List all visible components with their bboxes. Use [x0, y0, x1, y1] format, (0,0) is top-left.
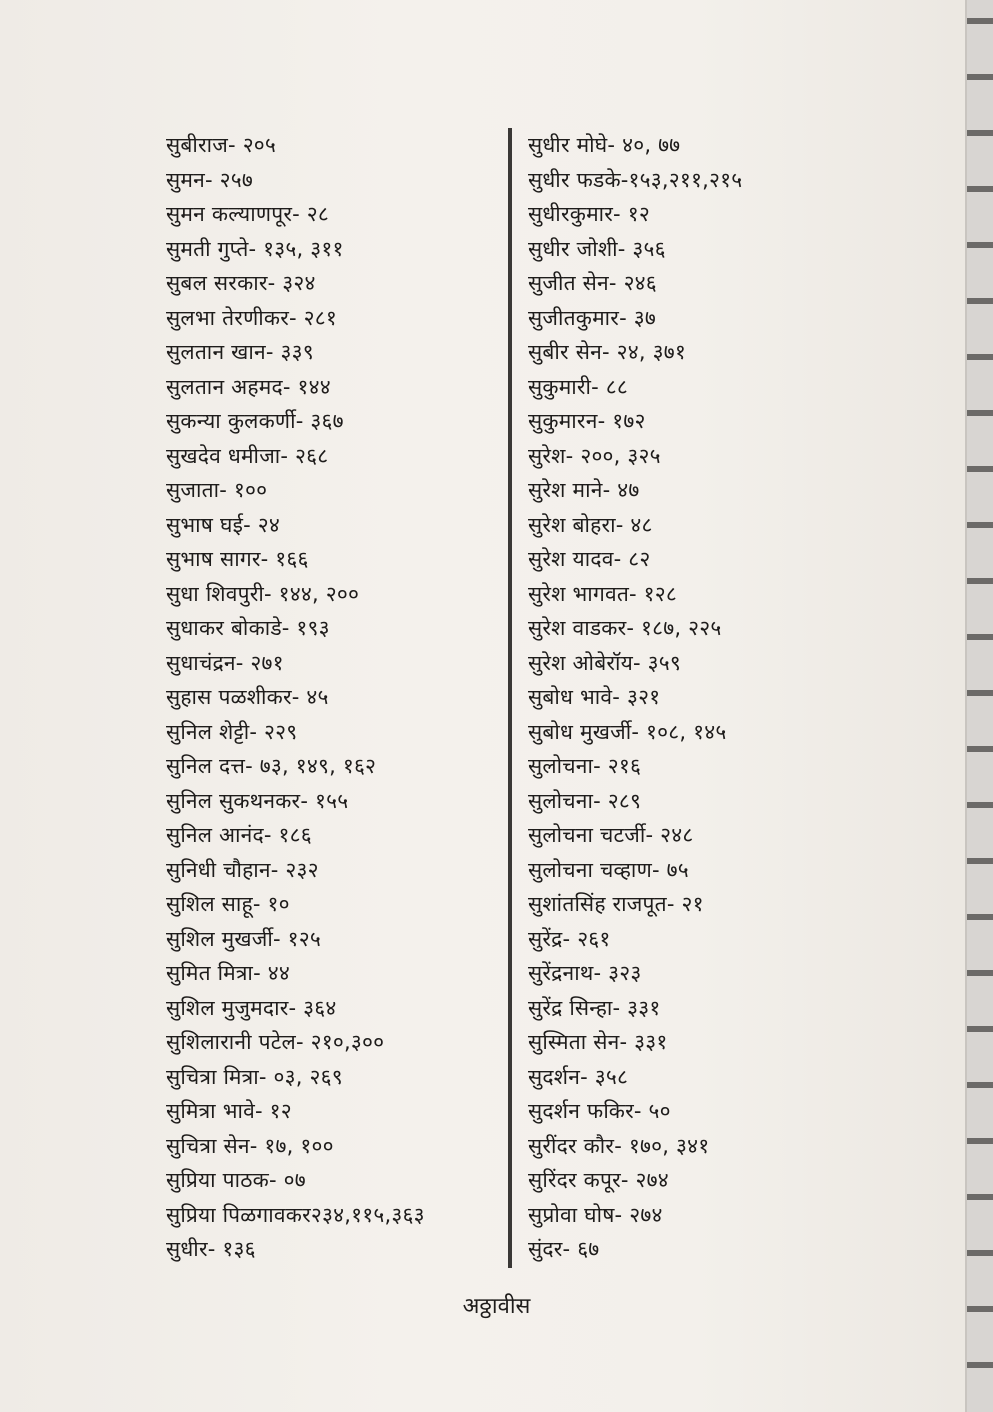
- index-entry: सुजीत सेन- २४६: [528, 271, 657, 295]
- index-entry: सुरेंद्र सिन्हा- ३३१: [528, 995, 661, 1020]
- index-entry: सुशिल मुजुमदार- ३६४: [166, 995, 337, 1020]
- index-entry: सुलोचना- २८९: [528, 788, 642, 813]
- page-stack-edge: [965, 0, 993, 1412]
- page-number: अठ्ठावीस: [462, 1294, 531, 1319]
- index-entry: सुधीर मोघे- ४०, ७७: [528, 133, 681, 157]
- index-entry: सुशांतसिंह राजपूत- २१: [528, 892, 704, 916]
- index-entry: सुकुमारन- १७२: [528, 409, 646, 433]
- index-entry: सुरेश वाडकर- १८७, २२५: [528, 616, 722, 640]
- index-entry: सुस्मिता सेन- ३३१: [528, 1030, 668, 1054]
- index-entry: सुनिल सुकथनकर- १५५: [166, 788, 349, 813]
- index-entry: सुशिलारानी पटेल- २१०,३००: [166, 1030, 385, 1054]
- index-entry: सुधीर- १३६: [166, 1237, 256, 1261]
- index-entry: सुहास पळशीकर- ४५: [166, 685, 329, 709]
- index-entry: सुबीर सेन- २४, ३७१: [528, 340, 686, 364]
- index-entry: सुरींदर कौर- १७०, ३४१: [528, 1133, 710, 1158]
- index-entry: सुचित्रा सेन- १७, १००: [166, 1133, 334, 1158]
- index-entry: सुप्रोवा घोष- २७४: [528, 1202, 663, 1227]
- index-entry: सुकन्या कुलकर्णी- ३६७: [166, 409, 344, 433]
- index-entry: सुबोध भावे- ३२१: [528, 685, 661, 709]
- index-entry: सुलोचना- २१६: [528, 754, 642, 778]
- index-entry: सुनिल आनंद- १८६: [166, 823, 312, 847]
- index-entry: सुधीर जोशी- ३५६: [528, 236, 666, 261]
- index-entry: सुनिधी चौहान- २३२: [166, 857, 319, 882]
- index-entry: सुदर्शन फकिर- ५०: [528, 1099, 671, 1123]
- index-entry: सुमन कल्याणपूर- २८: [166, 202, 330, 226]
- column-divider: [508, 128, 512, 1268]
- index-entry: सुरेश भागवत- १२८: [528, 581, 678, 606]
- index-entry: सुधाकर बोकाडे- १९३: [166, 616, 330, 640]
- index-entry: सुरेश ओबेरॉय- ३५९: [528, 650, 682, 675]
- index-entry: सुशिल साहू- १०: [166, 892, 290, 916]
- index-entry: सुशिल मुखर्जी- १२५: [166, 926, 321, 951]
- index-entry: सुमित मित्रा- ४४: [166, 961, 290, 985]
- index-entry: सुलभा तेरणीकर- २८१: [166, 305, 338, 330]
- index-column-left: [166, 128, 496, 1267]
- index-entry: सुबीराज- २०५: [166, 133, 277, 157]
- index-entry: सुभाष सागर- १६६: [166, 547, 309, 571]
- index-entry: सुरेश- २००, ३२५: [528, 443, 661, 468]
- index-entry: सुरेश माने- ४७: [528, 478, 640, 502]
- index-entry: सुमती गुप्ते- १३५, ३११: [166, 236, 344, 261]
- index-entry: सुचित्रा मित्रा- ०३, २६९: [166, 1064, 343, 1089]
- index-entry: सुनिल दत्त- ७३, १४९, १६२: [166, 754, 377, 778]
- index-entry: सुप्रिया पिळगावकर२३४,११५,३६३: [166, 1202, 425, 1227]
- index-entry: सुरेश यादव- ८२: [528, 547, 651, 571]
- index-entry: सुदर्शन- ३५८: [528, 1064, 629, 1089]
- index-entry: सुखदेव धमीजा- २६८: [166, 443, 329, 468]
- index-entry: सुलोचना चव्हाण- ७५: [528, 857, 689, 882]
- index-entry: सुजाता- १००: [166, 478, 268, 502]
- index-entry: सुधा शिवपुरी- १४४, २००: [166, 581, 360, 606]
- index-column-right: [528, 128, 858, 1267]
- index-entry: सुनिल शेट्टी- २२९: [166, 719, 298, 744]
- index-entry: सुलोचना चटर्जी- २४८: [528, 823, 694, 847]
- index-entry: सुलतान अहमद- १४४: [166, 374, 331, 399]
- index-entry: सुभाष घई- २४: [166, 512, 281, 537]
- index-entry: सुमन- २५७: [166, 167, 254, 192]
- index-entry: सुलतान खान- ३३९: [166, 340, 314, 364]
- index-entry: सुरेंद्र- २६१: [528, 926, 611, 951]
- index-entry: सुरिंदर कपूर- २७४: [528, 1168, 669, 1192]
- index-entry: सुधीर फडके-१५३,२११,२१५: [528, 167, 743, 192]
- index-entry: सुरेश बोहरा- ४८: [528, 512, 653, 537]
- index-entry: सुप्रिया पाठक- ०७: [166, 1168, 306, 1192]
- index-entry: सुधीरकुमार- १२: [528, 202, 650, 226]
- index-entry: सुकुमारी- ८८: [528, 374, 629, 399]
- index-entry: सुबोध मुखर्जी- १०८, १४५: [528, 719, 727, 744]
- index-entry: सुजीतकुमार- ३७: [528, 305, 656, 330]
- index-entry: सुरेंद्रनाथ- ३२३: [528, 961, 642, 985]
- index-entry: सुंदर- ६७: [528, 1237, 600, 1261]
- index-entry: सुमित्रा भावे- १२: [166, 1099, 292, 1123]
- index-entry: सुधाचंद्रन- २७१: [166, 650, 284, 675]
- index-entry: सुबल सरकार- ३२४: [166, 271, 316, 295]
